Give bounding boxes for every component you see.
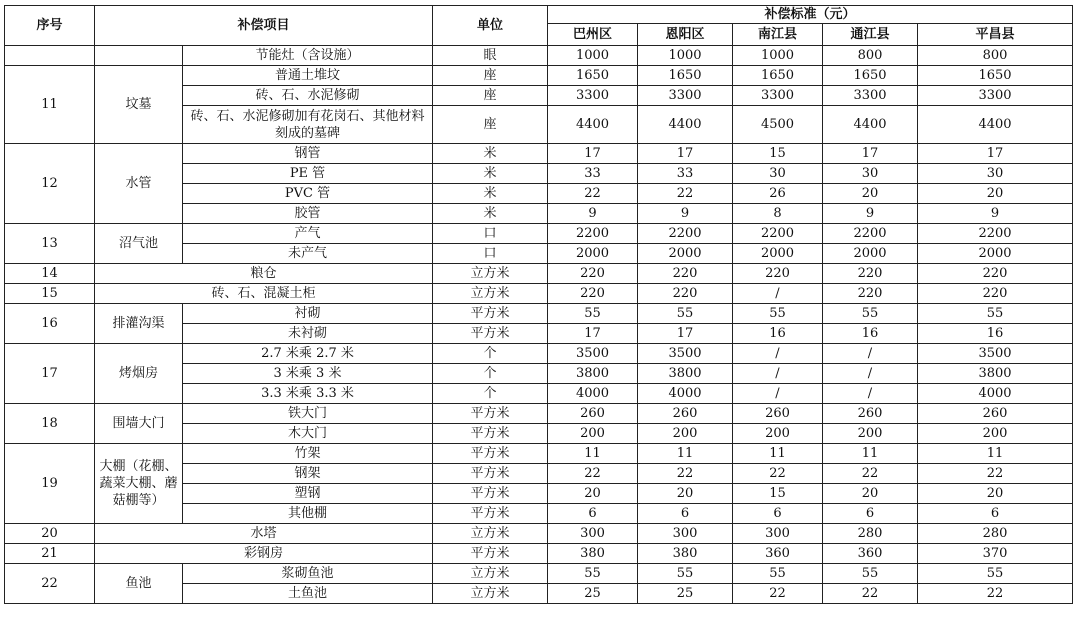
- value-cell: 20: [638, 484, 733, 504]
- value-cell: 17: [823, 144, 918, 164]
- unit-cell: 平方米: [433, 504, 548, 524]
- header-item: 补偿项目: [95, 6, 433, 46]
- value-cell: 9: [548, 204, 638, 224]
- value-cell: 6: [733, 504, 823, 524]
- unit-cell: 平方米: [433, 444, 548, 464]
- value-cell: 22: [733, 584, 823, 604]
- value-cell: /: [733, 384, 823, 404]
- unit-cell: 立方米: [433, 584, 548, 604]
- sub-item-cell: 其他棚: [183, 504, 433, 524]
- value-cell: 6: [918, 504, 1073, 524]
- table-row: [5, 224, 1073, 244]
- unit-cell: 口: [433, 244, 548, 264]
- unit-cell: 立方米: [433, 284, 548, 304]
- value-cell: 4500: [733, 106, 823, 144]
- value-cell: 22: [918, 584, 1073, 604]
- value-cell: 1650: [548, 66, 638, 86]
- value-cell: 22: [823, 464, 918, 484]
- value-cell: 220: [918, 264, 1073, 284]
- value-cell: 16: [733, 324, 823, 344]
- value-cell: 380: [548, 544, 638, 564]
- sub-item-cell: 钢架: [183, 464, 433, 484]
- value-cell: 11: [733, 444, 823, 464]
- value-cell: 6: [548, 504, 638, 524]
- seq-cell: 11: [5, 66, 95, 144]
- value-cell: 220: [918, 284, 1073, 304]
- value-cell: 360: [823, 544, 918, 564]
- item-cell: 砖、石、混凝土柜: [95, 284, 433, 304]
- value-cell: 11: [823, 444, 918, 464]
- value-cell: 1650: [823, 66, 918, 86]
- value-cell: 30: [918, 164, 1073, 184]
- value-cell: 33: [548, 164, 638, 184]
- value-cell: 22: [638, 464, 733, 484]
- sub-item-cell: 普通土堆坟: [183, 66, 433, 86]
- seq-cell: [5, 46, 95, 66]
- unit-cell: 口: [433, 224, 548, 244]
- sub-item-cell: 3 米乘 3 米: [183, 364, 433, 384]
- value-cell: 4400: [638, 106, 733, 144]
- header-row: [5, 6, 1073, 24]
- unit-cell: 平方米: [433, 484, 548, 504]
- value-cell: 15: [733, 484, 823, 504]
- category-cell: 沼气池: [95, 224, 183, 264]
- header-unit: 单位: [433, 6, 548, 46]
- table-row: [5, 564, 1073, 584]
- value-cell: 17: [638, 324, 733, 344]
- unit-cell: 个: [433, 344, 548, 364]
- sub-item-cell: 浆砌鱼池: [183, 564, 433, 584]
- value-cell: 55: [823, 304, 918, 324]
- value-cell: 55: [823, 564, 918, 584]
- category-cell: [95, 46, 183, 66]
- value-cell: 8: [733, 204, 823, 224]
- value-cell: 22: [918, 464, 1073, 484]
- value-cell: 1000: [548, 46, 638, 66]
- value-cell: 6: [823, 504, 918, 524]
- value-cell: 1000: [733, 46, 823, 66]
- value-cell: 22: [548, 184, 638, 204]
- value-cell: 220: [548, 264, 638, 284]
- value-cell: 20: [918, 184, 1073, 204]
- sub-item-cell: 木大门: [183, 424, 433, 444]
- value-cell: 17: [638, 144, 733, 164]
- table-row: [5, 524, 1073, 544]
- seq-cell: 17: [5, 344, 95, 404]
- value-cell: 380: [638, 544, 733, 564]
- unit-cell: 立方米: [433, 264, 548, 284]
- value-cell: 3500: [918, 344, 1073, 364]
- seq-cell: 18: [5, 404, 95, 444]
- sub-item-cell: 铁大门: [183, 404, 433, 424]
- value-cell: 11: [918, 444, 1073, 464]
- value-cell: /: [733, 344, 823, 364]
- category-cell: 烤烟房: [95, 344, 183, 404]
- value-cell: 3300: [548, 86, 638, 106]
- value-cell: /: [823, 364, 918, 384]
- value-cell: 4000: [918, 384, 1073, 404]
- seq-cell: 13: [5, 224, 95, 264]
- value-cell: 370: [918, 544, 1073, 564]
- header-region: 通江县: [823, 24, 918, 46]
- unit-cell: 座: [433, 66, 548, 86]
- value-cell: 300: [638, 524, 733, 544]
- category-cell: 坟墓: [95, 66, 183, 144]
- value-cell: 2200: [733, 224, 823, 244]
- table-row: [5, 66, 1073, 86]
- unit-cell: 米: [433, 144, 548, 164]
- unit-cell: 个: [433, 384, 548, 404]
- seq-cell: 14: [5, 264, 95, 284]
- seq-cell: 15: [5, 284, 95, 304]
- value-cell: 25: [638, 584, 733, 604]
- value-cell: 55: [733, 304, 823, 324]
- value-cell: 260: [823, 404, 918, 424]
- value-cell: 1650: [918, 66, 1073, 86]
- value-cell: 2200: [918, 224, 1073, 244]
- value-cell: 22: [638, 184, 733, 204]
- value-cell: 11: [638, 444, 733, 464]
- value-cell: 55: [548, 304, 638, 324]
- header-standard: 补偿标准（元）: [548, 6, 1073, 24]
- value-cell: 4400: [548, 106, 638, 144]
- unit-cell: 平方米: [433, 304, 548, 324]
- table-row: [5, 344, 1073, 364]
- unit-cell: 平方米: [433, 404, 548, 424]
- sub-item-cell: PVC 管: [183, 184, 433, 204]
- value-cell: /: [823, 384, 918, 404]
- header-seq: 序号: [5, 6, 95, 46]
- sub-item-cell: 节能灶（含设施）: [183, 46, 433, 66]
- value-cell: 2200: [638, 224, 733, 244]
- value-cell: 20: [548, 484, 638, 504]
- value-cell: 2000: [918, 244, 1073, 264]
- value-cell: 260: [638, 404, 733, 424]
- value-cell: 26: [733, 184, 823, 204]
- category-cell: 排灌沟渠: [95, 304, 183, 344]
- seq-cell: 19: [5, 444, 95, 524]
- sub-item-cell: 衬砌: [183, 304, 433, 324]
- value-cell: 280: [918, 524, 1073, 544]
- value-cell: 3500: [638, 344, 733, 364]
- value-cell: 20: [823, 184, 918, 204]
- value-cell: 30: [823, 164, 918, 184]
- value-cell: 300: [733, 524, 823, 544]
- header-region: 恩阳区: [638, 24, 733, 46]
- value-cell: 260: [733, 404, 823, 424]
- table-row: [5, 144, 1073, 164]
- value-cell: 1650: [733, 66, 823, 86]
- value-cell: 20: [823, 484, 918, 504]
- category-cell: 大棚（花棚、蔬菜大棚、蘑菇棚等）: [95, 444, 183, 524]
- sub-item-cell: 塑钢: [183, 484, 433, 504]
- value-cell: 2000: [733, 244, 823, 264]
- compensation-table: [4, 5, 1073, 604]
- value-cell: 9: [823, 204, 918, 224]
- category-cell: 水管: [95, 144, 183, 224]
- value-cell: 220: [823, 264, 918, 284]
- table-row: [5, 444, 1073, 464]
- unit-cell: 座: [433, 106, 548, 144]
- seq-cell: 12: [5, 144, 95, 224]
- table-row: [5, 284, 1073, 304]
- value-cell: /: [733, 284, 823, 304]
- value-cell: 200: [823, 424, 918, 444]
- value-cell: 4400: [918, 106, 1073, 144]
- sub-item-cell: 土鱼池: [183, 584, 433, 604]
- compensation-table-container: [4, 5, 1073, 604]
- value-cell: 55: [548, 564, 638, 584]
- value-cell: 280: [823, 524, 918, 544]
- value-cell: 16: [918, 324, 1073, 344]
- value-cell: 25: [548, 584, 638, 604]
- value-cell: 3800: [548, 364, 638, 384]
- unit-cell: 平方米: [433, 544, 548, 564]
- value-cell: 11: [548, 444, 638, 464]
- value-cell: 220: [823, 284, 918, 304]
- value-cell: 2000: [823, 244, 918, 264]
- unit-cell: 平方米: [433, 464, 548, 484]
- value-cell: 220: [638, 284, 733, 304]
- value-cell: 22: [823, 584, 918, 604]
- value-cell: 360: [733, 544, 823, 564]
- unit-cell: 眼: [433, 46, 548, 66]
- item-cell: 彩钢房: [95, 544, 433, 564]
- sub-item-cell: 未产气: [183, 244, 433, 264]
- value-cell: 22: [733, 464, 823, 484]
- value-cell: 4400: [823, 106, 918, 144]
- value-cell: 300: [548, 524, 638, 544]
- seq-cell: 22: [5, 564, 95, 604]
- value-cell: 2200: [548, 224, 638, 244]
- value-cell: 17: [548, 144, 638, 164]
- value-cell: 800: [823, 46, 918, 66]
- value-cell: 3800: [918, 364, 1073, 384]
- sub-item-cell: PE 管: [183, 164, 433, 184]
- value-cell: 200: [733, 424, 823, 444]
- item-cell: 粮仓: [95, 264, 433, 284]
- category-cell: 围墙大门: [95, 404, 183, 444]
- value-cell: 55: [638, 564, 733, 584]
- value-cell: 200: [548, 424, 638, 444]
- value-cell: 55: [733, 564, 823, 584]
- sub-item-cell: 2.7 米乘 2.7 米: [183, 344, 433, 364]
- value-cell: 3300: [823, 86, 918, 106]
- value-cell: 3500: [548, 344, 638, 364]
- item-cell: 水塔: [95, 524, 433, 544]
- sub-item-cell: 3.3 米乘 3.3 米: [183, 384, 433, 404]
- value-cell: 55: [638, 304, 733, 324]
- sub-item-cell: 砖、石、水泥修砌: [183, 86, 433, 106]
- value-cell: 3300: [918, 86, 1073, 106]
- value-cell: 3300: [733, 86, 823, 106]
- sub-item-cell: 未衬砌: [183, 324, 433, 344]
- header-region: 平昌县: [918, 24, 1073, 46]
- value-cell: 55: [918, 304, 1073, 324]
- value-cell: /: [733, 364, 823, 384]
- table-row: [5, 264, 1073, 284]
- value-cell: 9: [918, 204, 1073, 224]
- value-cell: 17: [918, 144, 1073, 164]
- unit-cell: 米: [433, 184, 548, 204]
- sub-item-cell: 砖、石、水泥修砌加有花岗石、其他材料刻成的墓碑: [183, 106, 433, 144]
- header-region: 南江县: [733, 24, 823, 46]
- value-cell: 220: [548, 284, 638, 304]
- value-cell: 2200: [823, 224, 918, 244]
- value-cell: 800: [918, 46, 1073, 66]
- seq-cell: 20: [5, 524, 95, 544]
- value-cell: /: [823, 344, 918, 364]
- value-cell: 260: [918, 404, 1073, 424]
- value-cell: 3800: [638, 364, 733, 384]
- value-cell: 20: [918, 484, 1073, 504]
- table-row: [5, 544, 1073, 564]
- value-cell: 4000: [548, 384, 638, 404]
- unit-cell: 个: [433, 364, 548, 384]
- seq-cell: 16: [5, 304, 95, 344]
- sub-item-cell: 胶管: [183, 204, 433, 224]
- seq-cell: 21: [5, 544, 95, 564]
- value-cell: 9: [638, 204, 733, 224]
- unit-cell: 立方米: [433, 564, 548, 584]
- category-cell: 鱼池: [95, 564, 183, 604]
- value-cell: 17: [548, 324, 638, 344]
- value-cell: 55: [918, 564, 1073, 584]
- value-cell: 260: [548, 404, 638, 424]
- value-cell: 220: [733, 264, 823, 284]
- unit-cell: 米: [433, 204, 548, 224]
- unit-cell: 平方米: [433, 424, 548, 444]
- sub-item-cell: 竹架: [183, 444, 433, 464]
- value-cell: 4000: [638, 384, 733, 404]
- unit-cell: 座: [433, 86, 548, 106]
- value-cell: 220: [638, 264, 733, 284]
- sub-item-cell: 钢管: [183, 144, 433, 164]
- value-cell: 2000: [638, 244, 733, 264]
- header-region: 巴州区: [548, 24, 638, 46]
- value-cell: 33: [638, 164, 733, 184]
- table-row: [5, 404, 1073, 424]
- value-cell: 22: [548, 464, 638, 484]
- value-cell: 1000: [638, 46, 733, 66]
- value-cell: 200: [918, 424, 1073, 444]
- value-cell: 6: [638, 504, 733, 524]
- value-cell: 2000: [548, 244, 638, 264]
- unit-cell: 立方米: [433, 524, 548, 544]
- unit-cell: 平方米: [433, 324, 548, 344]
- value-cell: 3300: [638, 86, 733, 106]
- value-cell: 1650: [638, 66, 733, 86]
- value-cell: 16: [823, 324, 918, 344]
- value-cell: 15: [733, 144, 823, 164]
- unit-cell: 米: [433, 164, 548, 184]
- value-cell: 30: [733, 164, 823, 184]
- table-row: [5, 46, 1073, 66]
- table-row: [5, 304, 1073, 324]
- sub-item-cell: 产气: [183, 224, 433, 244]
- value-cell: 200: [638, 424, 733, 444]
